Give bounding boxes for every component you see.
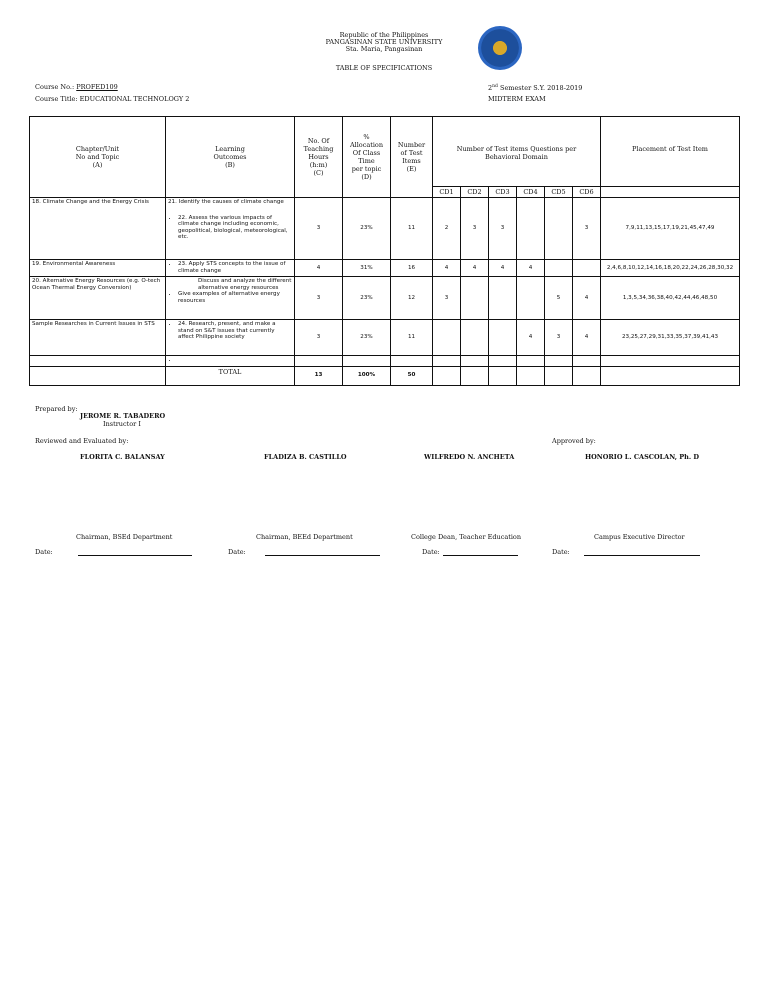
signatory-position: College Dean, Teacher Education [411, 533, 522, 541]
course-no: Course No.: PROFED109 [35, 83, 118, 91]
total-row [30, 366, 740, 385]
header-allocation: % Allocation Of Class Time per topic (D) [343, 117, 391, 198]
row-outcomes: • 24. Research, present, and make a stand on S&T issues that currently affect Philippine society [166, 320, 295, 356]
header-row [30, 117, 740, 187]
header-cd3: CD3 [489, 187, 517, 198]
signatory-position: Chairman, BEEd Department [256, 533, 353, 541]
course-title: Course Title: EDUCATIONAL TECHNOLOGY 2 [35, 95, 190, 103]
signatory-name: FLADIZA B. CASTILLO [264, 453, 347, 461]
date-line [584, 555, 700, 556]
row-chapter: 20. Alternative Energy Resources (e.g. O-tech Ocean Thermal Energy Conversion) [30, 277, 166, 320]
total-label: TOTAL [166, 366, 295, 385]
date-label: Date: [422, 548, 440, 556]
university-seal-icon [478, 26, 522, 70]
date-line [78, 555, 192, 556]
row-outcomes: 21. Identify the causes of climate change • 22. Assess the various impacts of climate change including economic, geopolitical, biological, meteorological, etc. [166, 198, 295, 260]
republic-line: Republic of the Philippines [339, 31, 429, 39]
semester: 2nd Semester S.Y. 2018-2019 [488, 84, 583, 93]
date-label: Date: [552, 548, 570, 556]
signatory-name: WILFREDO N. ANCHETA [424, 453, 515, 461]
row-chapter: 19. Environmental Awareness [30, 260, 166, 277]
header-placement: Placement of Test Item [601, 117, 740, 187]
row-placement: 7,9,11,13,15,17,19,21,45,47,49 [601, 198, 740, 260]
table-row: 18. Climate Change and the Energy Crisis 21. Identify the causes of climate change • 22. Assess the various impacts of climate change including economic, geopolitical, biological, meteorological, etc. 3 23% 11 2 3 3 3 7,9,11,13,15,17,19,21,45,47,49 [30, 198, 740, 260]
prepared-by-label: Prepared by: [35, 405, 78, 413]
table-row: 20. Alternative Energy Resources (e.g. O-tech Ocean Thermal Energy Conversion) Discuss and analyze the different alternative energy resources • Give examples of alternative energy resources 3 23% 12 3 5 4 1,3,5,34,36,38,40,42,44,46,48,50 [30, 277, 740, 320]
row-chapter: Sample Researches in Current Issues in STS [30, 320, 166, 356]
row-placement: 1,3,5,34,36,38,40,42,44,46,48,50 [601, 277, 740, 320]
date-line [443, 555, 518, 556]
header-items: Number of Test Items (E) [391, 117, 433, 198]
row-placement: 2,4,6,8,10,12,14,16,18,20,22,24,26,28,30,32 [601, 260, 740, 277]
blank-row [30, 356, 740, 367]
approved-by-label: Approved by: [552, 437, 596, 445]
signatory-position: Campus Executive Director [594, 533, 685, 541]
header-placement-blank [601, 187, 740, 198]
row-placement: 23,25,27,29,31,33,35,37,39,41,43 [601, 320, 740, 356]
date-line [265, 555, 380, 556]
preparer-title: Instructor I [103, 420, 141, 428]
total-alloc: 100% [343, 366, 391, 385]
table-row: Sample Researches in Current Issues in STS • 24. Research, present, and make a stand on S&T issues that currently affect Philippine society 3 23% 11 4 3 4 23,25,27,29,31,33,35,37,39,41,43 [30, 320, 740, 356]
header-domain: Number of Test items Questions per Behavioral Domain [433, 117, 601, 187]
header-outcomes: Learning Outcomes (B) [166, 117, 295, 198]
header-cd1: CD1 [433, 187, 461, 198]
specifications-table [29, 116, 740, 386]
exam-type: MIDTERM EXAM [488, 95, 546, 103]
header-cd5: CD5 [545, 187, 573, 198]
header-chapter: Chapter/Unit No and Topic (A) [30, 117, 166, 198]
row-chapter: 18. Climate Change and the Energy Crisis [30, 198, 166, 260]
signatory-name: FLORITA C. BALANSAY [80, 453, 165, 461]
preparer-name: JEROME R. TABADERO [80, 412, 166, 420]
signatory-position: Chairman, BSEd Department [76, 533, 173, 541]
reviewed-by-label: Reviewed and Evaluated by: [35, 437, 129, 445]
course-title-value: EDUCATIONAL TECHNOLOGY 2 [79, 95, 190, 103]
total-hours: 13 [295, 366, 343, 385]
date-label: Date: [35, 548, 53, 556]
row-outcomes: • 23. Apply STS concepts to the issue of climate change [166, 260, 295, 277]
header-cd6: CD6 [573, 187, 601, 198]
document-title: TABLE OF SPECIFICATIONS [335, 64, 433, 72]
campus-location: Sta. Maria, Pangasinan [345, 45, 423, 53]
university-name: PANGASINAN STATE UNIVERSITY [325, 38, 443, 46]
header-cd2: CD2 [461, 187, 489, 198]
date-label: Date: [228, 548, 246, 556]
row-outcomes: Discuss and analyze the different alternative energy resources • Give examples of alternative energy resources [166, 277, 295, 320]
course-no-value: PROFED109 [76, 83, 118, 91]
signatory-name: HONORIO L. CASCOLAN, Ph. D [585, 453, 700, 461]
header-hours: No. Of Teaching Hours (h:m) (C) [295, 117, 343, 198]
header-cd4: CD4 [517, 187, 545, 198]
total-items: 50 [391, 366, 433, 385]
table-row: 19. Environmental Awareness • 23. Apply STS concepts to the issue of climate change 4 31% 16 4 4 4 4 2,4,6,8,10,12,14,16,18,20,22,24,26,28,30,32 [30, 260, 740, 277]
